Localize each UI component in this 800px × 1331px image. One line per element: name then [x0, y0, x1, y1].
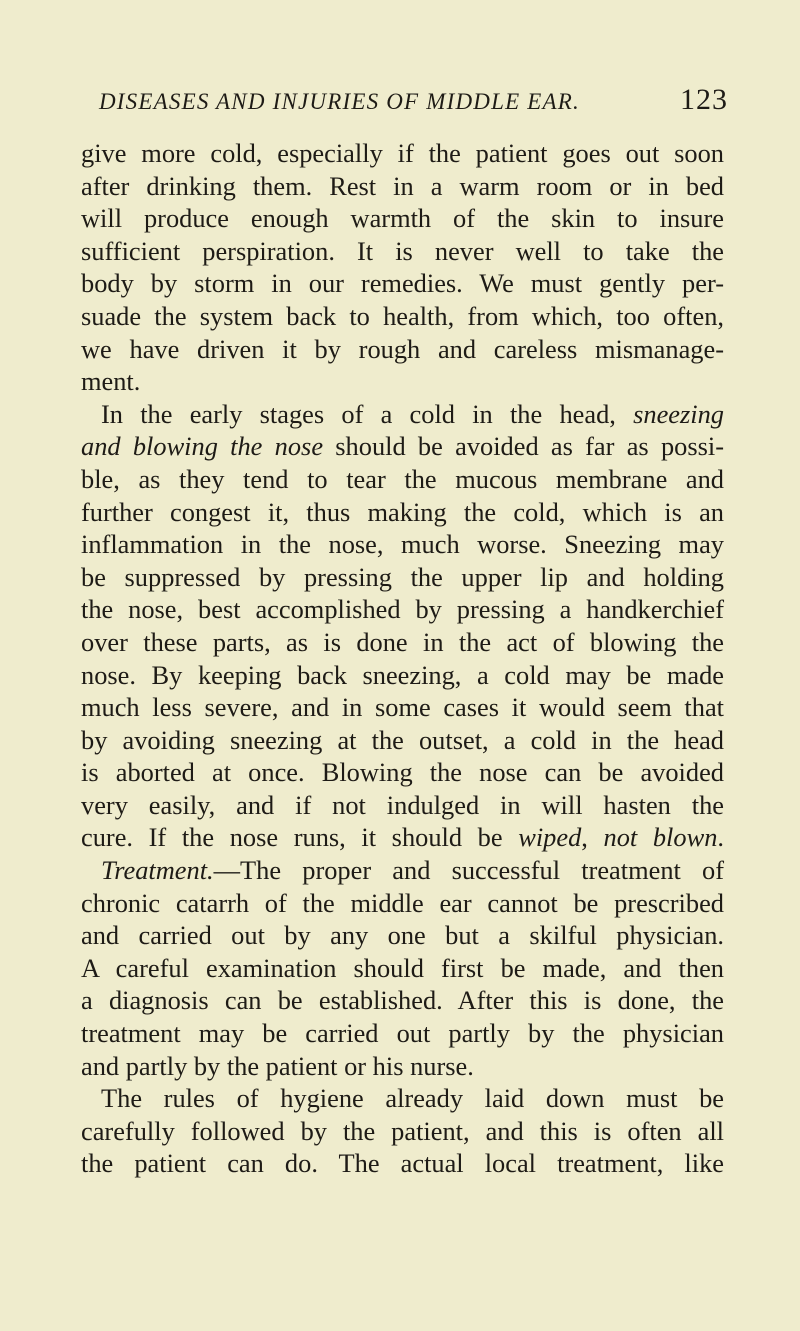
text-line: nose. By keeping back sneezing, a cold may be made — [81, 659, 724, 690]
emphasis: sneezing — [633, 398, 724, 429]
text-line: the patient can do. The actual local treatment, like — [81, 1148, 724, 1179]
text-line: cure. If the nose runs, it should be wiped, not blown. — [81, 822, 724, 853]
page-number: 123 — [680, 83, 728, 116]
text-line: after drinking them. Rest in a warm room or in bed — [81, 170, 724, 201]
text-line: inflammation in the nose, much worse. Sneezing may — [81, 529, 724, 560]
text-line: very easily, and if not indulged in will hasten the — [81, 789, 724, 820]
emphasis: wiped — [518, 822, 582, 853]
text-line: carefully followed by the patient, and this is often all — [81, 1115, 724, 1146]
running-head — [0, 83, 800, 126]
text-line: be suppressed by pressing the upper lip and holding — [81, 561, 724, 592]
text-line: the nose, best accomplished by pressing a handkerchief — [81, 594, 724, 625]
text-line: The rules of hygiene already laid down must be — [101, 1083, 724, 1114]
text-line: and carried out by any one but a skilful physician. — [81, 920, 724, 951]
text-line: A careful examination should first be made, and then — [81, 952, 724, 983]
text-line: further congest it, thus making the cold, which is an — [81, 496, 724, 527]
text-line: treatment may be carried out partly by the physician — [81, 1018, 724, 1049]
section-heading: Treatment. — [101, 855, 214, 886]
text-line: a diagnosis can be established. After this is done, the — [81, 985, 724, 1016]
emphasis: not blown — [603, 822, 718, 853]
text-line: sufficient perspiration. It is never well to take the — [81, 235, 724, 266]
text-line: chronic catarrh of the middle ear cannot be prescribed — [81, 887, 724, 918]
text-line: much less severe, and in some cases it would seem that — [81, 692, 724, 723]
text-line: will produce enough warmth of the skin to insure — [81, 203, 724, 234]
text-line: by avoiding sneezing at the outset, a cold in the head — [81, 724, 724, 755]
text-line: over these parts, as is done in the act of blowing the — [81, 626, 724, 657]
text-line: give more cold, especially if the patient goes out soon — [81, 138, 724, 168]
text-line: In the early stages of a cold in the head, sneezing — [101, 398, 724, 429]
text-line: and blowing the nose should be avoided as far as possi- — [81, 431, 724, 462]
text-line: Treatment.—The proper and successful treatment of — [101, 855, 724, 886]
running-head-title: DISEASES AND INJURIES OF MIDDLE EAR. — [99, 89, 580, 114]
emphasis: and blowing the nose — [81, 431, 324, 462]
body-text — [81, 137, 724, 1180]
text-line: is aborted at once. Blowing the nose can be avoided — [81, 757, 724, 788]
text-line: ment. — [81, 366, 141, 397]
text-line: body by storm in our remedies. We must gently per- — [81, 268, 724, 299]
text-line: ble, as they tend to tear the mucous membrane and — [81, 463, 724, 494]
text-line: we have driven it by rough and careless mismanage- — [81, 333, 724, 364]
text-line: suade the system back to health, from which, too often, — [81, 300, 724, 331]
text-line: and partly by the patient or his nurse. — [81, 1050, 474, 1081]
